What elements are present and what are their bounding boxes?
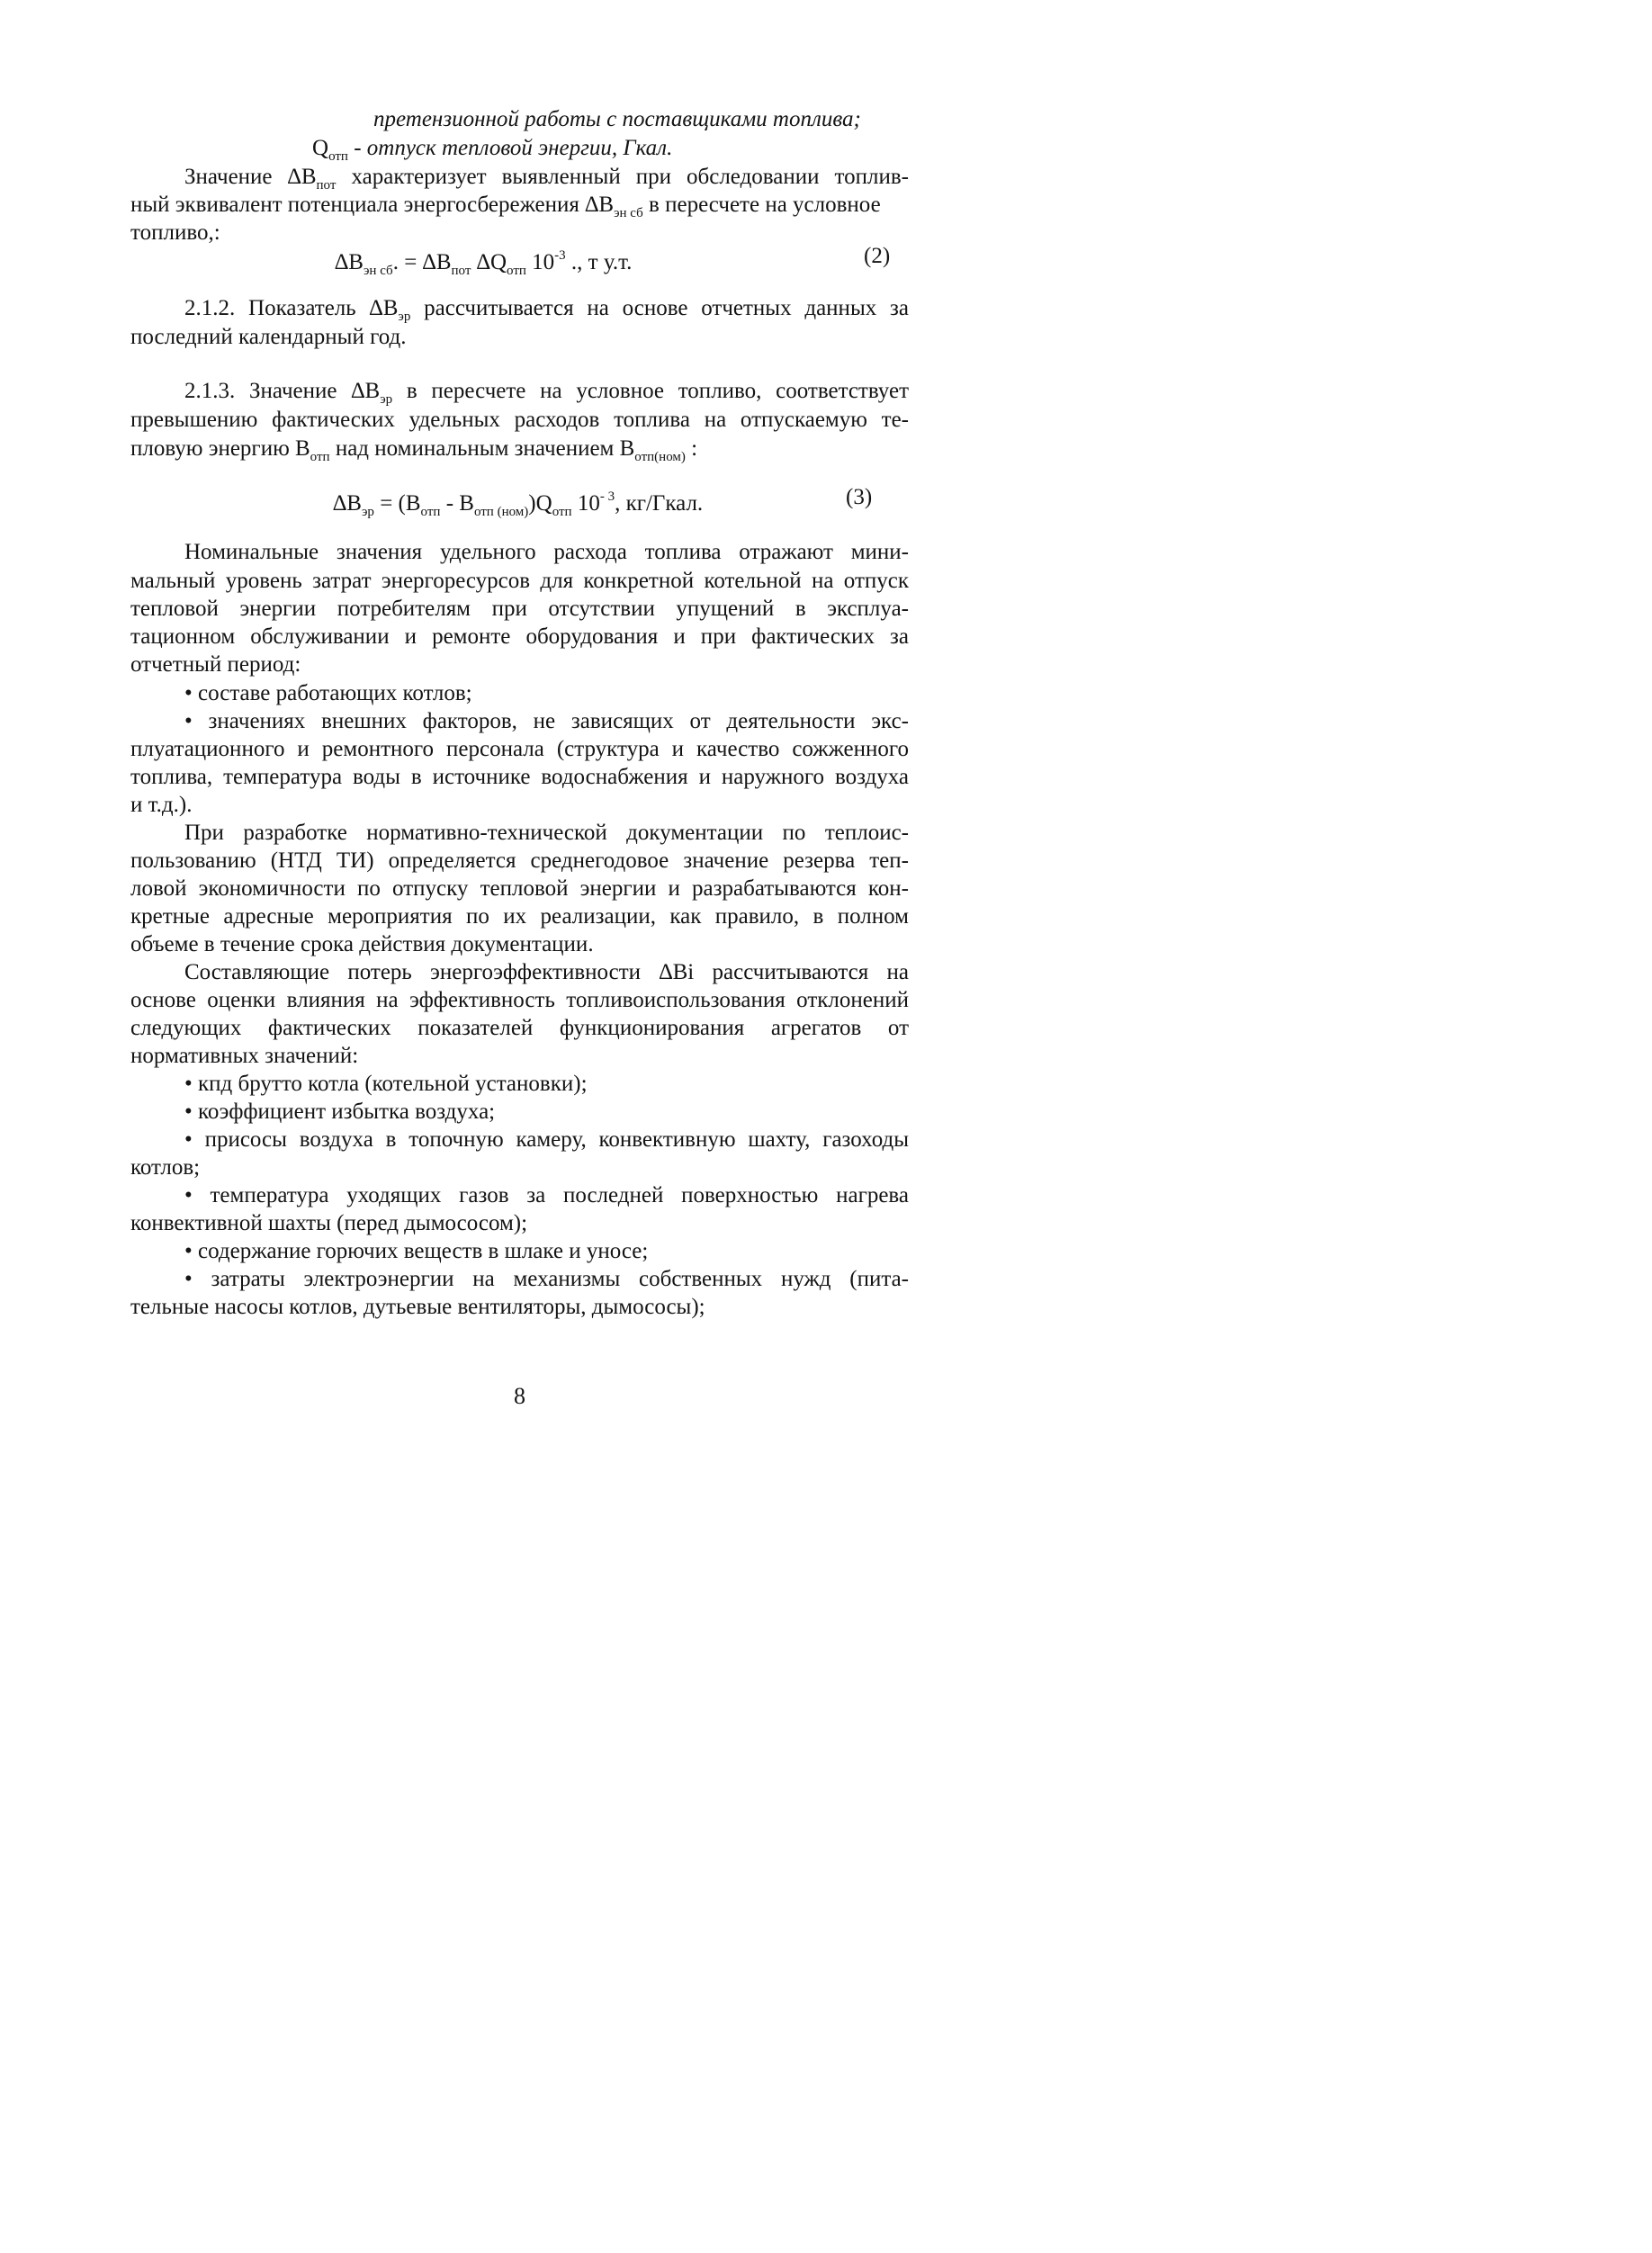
paragraph-line: 2.1.2. Показатель $\Delta В_{эр}$ рассчитывается на основе отчетных данных за bbox=[184, 296, 909, 324]
definition-line: $Q_{отп}$ - отпуск тепловой энергии, Гкал. bbox=[312, 136, 673, 164]
paragraph-line: 2.1.3. Значение $\Delta В_{эр}$ в пересчете на условное топливо, соответствует bbox=[184, 379, 909, 407]
paragraph-line: и т.д.). bbox=[130, 793, 193, 817]
bullet-item: • содержание горючих веществ в шлаке и уносе; bbox=[184, 1239, 649, 1263]
bullet-item: • затраты электроэнергии на механизмы собственных нужд (пита- bbox=[184, 1267, 909, 1291]
bullet-item: • температура уходящих газов за последней поверхностью нагрева bbox=[184, 1183, 909, 1207]
bullet-item: • значениях внешних факторов, не зависящих от деятельности экс- bbox=[184, 709, 909, 733]
paragraph-line: объеме в течение срока действия документации. bbox=[130, 932, 594, 956]
paragraph-line: топлива, температура воды в источнике водоснабжения и наружного воздуха bbox=[130, 765, 909, 789]
paragraph-line: плуатационного и ремонтного персонала (структура и качество сожженного bbox=[130, 737, 909, 761]
formula-3: $\Delta В_{эр} = (В_{отп} - В_{отп (ном)})Q_{отп}$ $10^{- 3}$, кг/Гкал. bbox=[333, 489, 704, 519]
paragraph-line: кретные адресные мероприятия по их реализации, как правило, в полном bbox=[130, 904, 909, 929]
formula-2: $\Delta В_{эн сб}$. = $\Delta В_{пот}$ $\Delta Q_{отп}$ $10^{-3}$ ., т у.т. bbox=[335, 248, 633, 278]
page-number: 8 bbox=[514, 1383, 525, 1409]
paragraph-line: Составляющие потерь энергоэффективности ∆Вi рассчитываются на bbox=[184, 960, 909, 984]
paragraph-line: превышению фактических удельных расходов топлива на отпускаемую те- bbox=[130, 408, 909, 432]
paragraph-line: котлов; bbox=[130, 1155, 201, 1180]
bullet-item: • составе работающих котлов; bbox=[184, 681, 472, 705]
paragraph-line: Номинальные значения удельного расхода топлива отражают мини- bbox=[184, 540, 909, 564]
paragraph-line: топливо,: bbox=[130, 220, 220, 245]
equation-number: (2) bbox=[864, 244, 891, 268]
paragraph-line: пловую энергию $В_{отп}$ над номинальным значением $В_{отп(ном)}$ : bbox=[130, 436, 698, 464]
paragraph-line: ловой экономичности по отпуску тепловой энергии и разрабатываются кон- bbox=[130, 876, 909, 901]
paragraph-line: пользованию (НТД ТИ) определяется среднегодовое значение резерва теп- bbox=[130, 848, 909, 873]
paragraph-line: следующих фактических показателей функционирования агрегатов от bbox=[130, 1016, 909, 1040]
paragraph-line: тельные насосы котлов, дутьевые вентиляторы, дымососы); bbox=[130, 1295, 705, 1319]
paragraph-line: ный эквивалент потенциала энергосбережения $\Delta В_{эн сб}$ в пересчете на условное bbox=[130, 193, 881, 220]
paragraph-line: нормативных значений: bbox=[130, 1044, 359, 1068]
paragraph-line: последний календарный год. bbox=[130, 325, 407, 349]
paragraph-line: конвективной шахты (перед дымососом); bbox=[130, 1211, 528, 1235]
bullet-item: • кпд брутто котла (котельной установки); bbox=[184, 1072, 588, 1096]
document-page bbox=[0, 0, 1039, 1472]
paragraph-line: тепловой энергии потребителям при отсутствии упущений в эксплуа- bbox=[130, 597, 909, 621]
paragraph-line: мальный уровень затрат энергоресурсов для конкретной котельной на отпуск bbox=[130, 569, 909, 593]
bullet-item: • присосы воздуха в топочную камеру, конвективную шахту, газоходы bbox=[184, 1127, 909, 1152]
paragraph-line: отчетный период: bbox=[130, 652, 301, 677]
paragraph-line: При разработке нормативно-технической документации по теплоис- bbox=[184, 821, 909, 845]
definition-line: претензионной работы с поставщиками топлива; bbox=[373, 107, 861, 131]
paragraph-line: основе оценки влияния на эффективность топливоиспользования отклонений bbox=[130, 988, 909, 1012]
bullet-item: • коэффициент избытка воздуха; bbox=[184, 1100, 496, 1124]
paragraph-line: Значение $\Delta В_{пот}$ характеризует выявленный при обследовании топлив- bbox=[184, 165, 909, 193]
paragraph-line: тационном обслуживании и ремонте оборудования и при фактических за bbox=[130, 624, 909, 649]
equation-number: (3) bbox=[846, 485, 873, 509]
